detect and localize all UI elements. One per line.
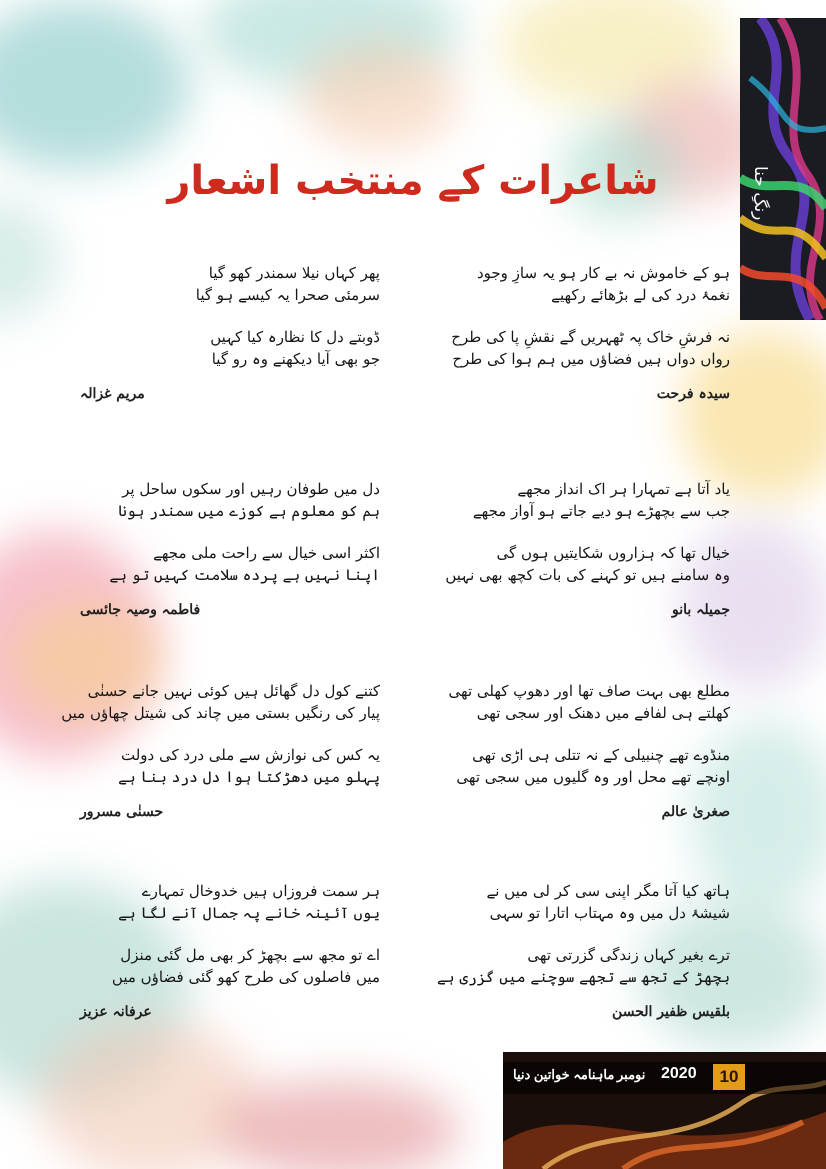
verse-line: پیار کی رنگیں بستی میں چاند کی شیتل چھاؤں میں [61,704,380,722]
verse-line: اے تو مجھ سے بچھڑ کر بھی مل گئی منزل [120,946,380,964]
verse-line: بچھڑ کے تجھ سے تجھے سوچنے میں گزری ہے [436,968,730,986]
verse-line: دل میں طوفان رہیں اور سکوں ساحل پر [122,480,380,498]
poet-name: صغریٰ عالم [661,804,730,820]
verse-line: اپنا نہیں ہے پردہ سلامت کہیں تو ہے [109,566,380,584]
verse-line: پھر کہاں نیلا سمندر کھو گیا [208,264,380,282]
issue-month: نومبر [617,1067,646,1082]
page-footer [503,1052,826,1169]
verse-line: ہاتھ کیا آتا مگر اپنی سی کر لی میں نے [486,882,730,900]
verse-line: ڈوبتے دل کا نظارہ کیا کہیں [210,328,380,346]
poem-bilqees [430,880,730,1020]
verse-line: ہو کے خاموش نہ بے کار ہو یہ سازِ وجود [476,264,730,282]
verse-line: پہلو میں دھڑکتا ہوا دل درد بنا ہے [118,768,380,786]
couplet [430,478,730,522]
verse-line: نغمۂ درد کی لے بڑھائے رکھیے [551,286,730,304]
page-title: شاعرات کے منتخب اشعار [167,158,659,204]
poem-sughra [430,680,730,820]
couplet [80,880,380,924]
couplet [430,744,730,788]
issue-year: 2020 [661,1065,697,1082]
poem-ghazala [80,262,380,402]
poet-name: فاطمہ وصیہ جائسی [80,602,201,618]
verse-line: ترے بغیر کہاں زندگی گزرتی تھی [527,946,730,964]
poet-name: جمیلہ بانو [672,602,730,618]
couplet [430,542,730,586]
section-label: رنگِ حنا [750,166,770,221]
couplet [80,542,380,586]
verse-line: اکثر اسی خیال سے راحت ملی مجھے [153,544,380,562]
verse-line: اونچے تھے محل اور وہ گلیوں میں سجی تھی [456,768,730,786]
verse-line: نہ فرشِ خاک پہ ٹھہریں گے نقشِ پا کی طرح [451,328,730,346]
couplet [80,262,380,306]
verse-line: یہ کس کی نوازش سے ملی درد کی دولت [121,746,380,764]
couplet [61,680,380,724]
verse-line: یوں آئینہ خانے پہ جمال آنے لگا ہے [118,904,380,922]
verse-line: میں فاصلوں کی طرح کھو گئی فضاؤں میں [111,968,380,986]
verse-line: خیال تھا کہ ہزاروں شکایتیں ہوں گی [496,544,730,562]
poem-jamila [430,478,730,618]
verse-line: جو بھی آیا دیکھنے وہ رو گیا [211,350,380,368]
couplet [80,478,380,522]
couplet [80,944,380,988]
couplet [80,326,380,370]
poet-name: سیدہ فرحت [656,386,730,402]
couplet [430,680,730,724]
couplet [80,744,380,788]
couplet [430,262,730,306]
verse-line: رواں دواں ہیں فضاؤں میں ہم ہوا کی طرح [452,350,730,368]
verse-line: کتنے کول دل گھائل ہیں کوئی نہیں جانے حسنٰی [87,682,380,700]
verse-line: کھلتے ہی لفافے میں دھنک اور سجی تھی [476,704,730,722]
poet-name: بلقیس ظفیر الحسن [612,1004,730,1020]
verse-line: منڈوے تھے چنبیلی کے نہ تتلی ہی اڑی تھی [472,746,730,764]
verse-line: جب سے بچھڑے ہو دیے جاتے ہو آواز مجھے [472,502,730,520]
poet-name: حسنٰی مسرور [80,804,164,820]
poet-name: مریم غزالہ [80,386,145,402]
poem-fatima [80,478,380,618]
verse-line: ہم کو معلوم ہے کوزے میں سمندر ہونا [118,502,380,520]
couplet [430,880,730,924]
poet-name: عرفانہ عزیز [80,1004,152,1020]
poem-husna [61,680,380,820]
verse-line: ہر سمت فروزاں ہیں خدوخال تمہارے [141,882,380,900]
verse-line: وہ سامنے ہیں تو کہنے کی بات کچھ بھی نہیں [445,566,730,584]
magazine-name: ماہنامہ خواتین دنیا [513,1067,615,1082]
verse-line: مطلع بھی بہت صاف تھا اور دھوپ کھلی تھی [448,682,730,700]
poem-farhat [430,262,730,402]
couplet [430,326,730,370]
poem-irfana [80,880,380,1020]
verse-line: یاد آتا ہے تمہارا ہر اک انداز مجھے [517,480,730,498]
verse-line: شیشۂ دل میں وہ مہتاب اتارا تو سہی [489,904,730,922]
couplet [430,944,730,988]
verse-line: سرمئی صحرا یہ کیسے ہو گیا [195,286,380,304]
page-number: 10 [713,1064,745,1090]
